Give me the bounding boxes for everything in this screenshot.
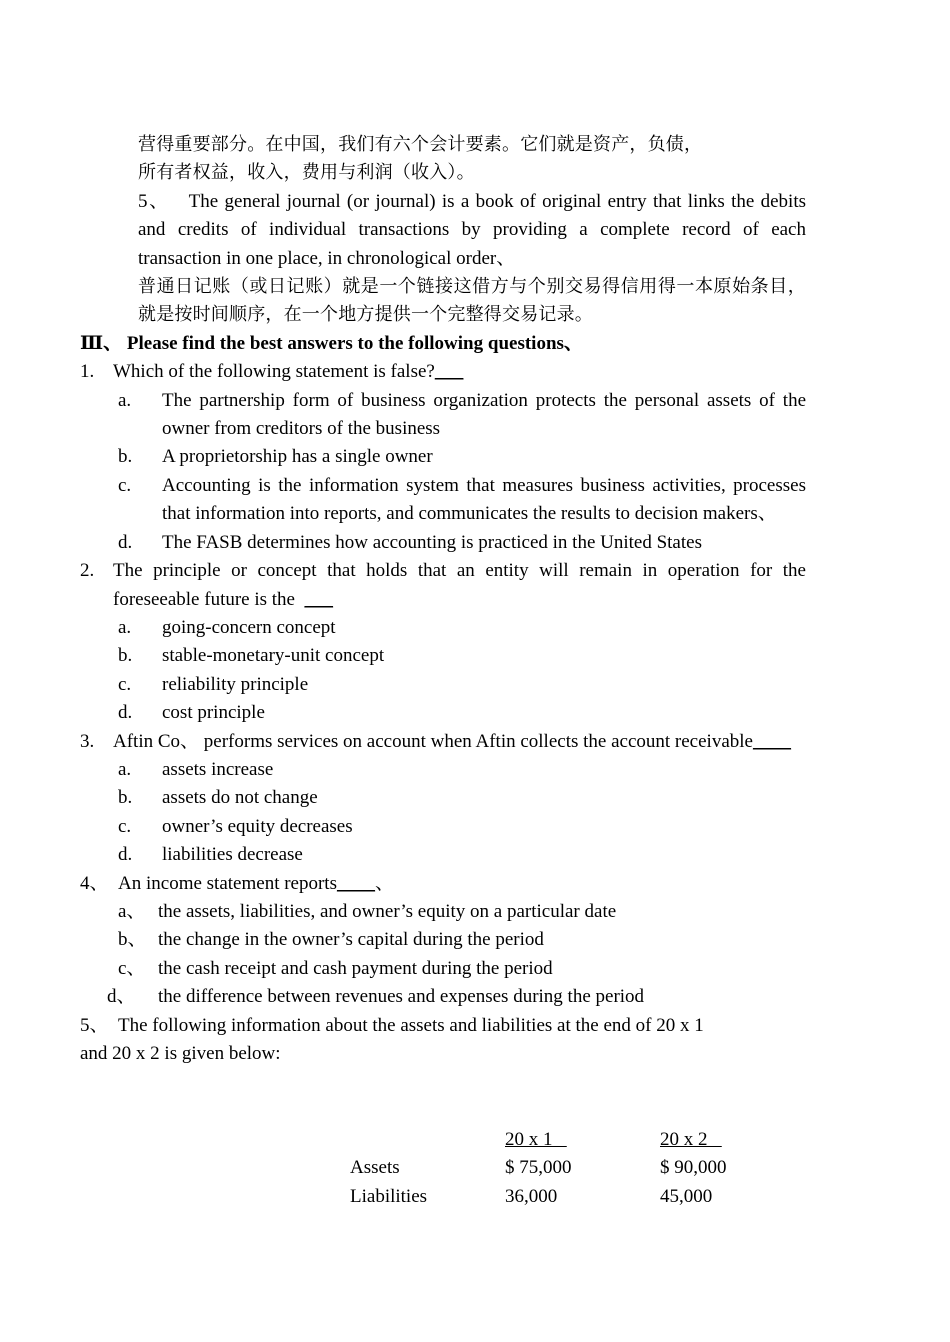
option-label: a. (118, 758, 132, 780)
option-text: the cash receipt and cash payment during the period (158, 957, 553, 979)
option-label: d. (118, 702, 133, 724)
question-2-option-c (80, 671, 806, 699)
option-text: A proprietorship has a single owner (162, 446, 433, 468)
table-header-row (350, 1126, 780, 1154)
question-3-option-d (80, 841, 806, 869)
question-number: 5、 (80, 1014, 109, 1036)
answer-blank: ____ (752, 730, 791, 752)
question-4-option-c (80, 955, 806, 983)
option-label: d、 (107, 986, 136, 1008)
question-5 (80, 1012, 806, 1040)
assets-liabilities-table (350, 1126, 780, 1211)
question-3-option-a (80, 756, 806, 784)
question-4-option-d (80, 983, 806, 1011)
option-label: a. (118, 616, 132, 638)
option-text: The partnership form of business organization protects the personal assets of the owner from creditors of the business (162, 389, 806, 440)
question-1-option-c (80, 472, 806, 529)
document-body (80, 131, 806, 1068)
table-header-cell (505, 1126, 660, 1154)
question-4 (80, 870, 806, 898)
option-label: b. (118, 645, 133, 667)
option-label: c、 (118, 957, 146, 979)
table-header-cell (660, 1126, 780, 1154)
option-text: Accounting is the information system that measures business activities, processes that information into reports, and communicates the results to decision makers、 (162, 474, 806, 525)
answer-blank: ___ (304, 588, 333, 610)
option-label: a. (118, 389, 132, 411)
question-1-option-a (80, 387, 806, 444)
question-text: Aftin Co、 performs services on account when Aftin collects the account receivable (113, 730, 753, 752)
question-number: 1. (80, 361, 95, 383)
option-text: stable-monetary-unit concept (162, 645, 385, 667)
intro-item-5-english: The general journal (or journal) is a book of original entry that links the debits and credits of individual transactions by providing a complete record of each transaction in one place, in chronological order、 (138, 190, 806, 269)
option-label: d. (118, 531, 133, 553)
intro-item-5-number: 5、 (138, 190, 170, 212)
option-text: assets increase (162, 758, 274, 780)
option-text: going-concern concept (162, 616, 336, 638)
option-text: the assets, liabilities, and owner’s equity on a particular date (158, 900, 617, 922)
section-heading (80, 330, 806, 358)
question-4-option-a (80, 898, 806, 926)
question-text: The principle or concept that holds that an entity will remain in operation for the foreseeable future is the (113, 560, 806, 610)
option-text: the change in the owner’s capital during the period (158, 929, 544, 951)
option-label: b. (118, 787, 133, 809)
question-text: Which of the following statement is false? (113, 361, 435, 383)
table-header-blank (350, 1126, 505, 1154)
intro-item-5-chinese: 普通日记账（或日记账）就是一个链接这借方与个别交易得信用得一本原始条目，就是按时间顺序，在一个地方提供一个完整得交易记录。 (138, 276, 806, 326)
table-cell: $ 90,000 (660, 1157, 727, 1179)
question-2 (80, 557, 806, 614)
option-text: liabilities decrease (162, 844, 303, 866)
section-number: Ⅲ、 (80, 332, 123, 354)
option-label: b. (118, 446, 133, 468)
row-label: Liabilities (350, 1185, 428, 1207)
question-3 (80, 728, 806, 756)
question-text-line-1: The following information about the assets and liabilities at the end of 20 x 1 (118, 1014, 704, 1036)
question-4-option-b (80, 926, 806, 954)
column-header-20x2: 20 x 2 (660, 1129, 708, 1150)
question-1 (80, 358, 806, 386)
option-label: d. (118, 844, 133, 866)
intro-cjk-line-2: 所有者权益，收入，费用与利润（收入）。 (138, 162, 475, 184)
question-5-line-2: and 20 x 2 is given below: (80, 1043, 281, 1064)
intro-item-5 (80, 188, 806, 273)
option-text: The FASB determines how accounting is practiced in the United States (162, 531, 702, 553)
question-number: 3. (80, 730, 95, 752)
answer-blank: ____ (336, 872, 375, 894)
question-3-option-c (80, 813, 806, 841)
row-label: Assets (350, 1157, 400, 1179)
question-2-option-d (80, 699, 806, 727)
question-text: An income statement reports (118, 872, 337, 894)
section-title: Please find the best answers to the following questions、 (126, 332, 583, 354)
table-cell: $ 75,000 (505, 1157, 572, 1179)
question-2-option-b (80, 642, 806, 670)
option-text: assets do not change (162, 787, 318, 809)
option-label: b、 (118, 929, 147, 951)
question-2-option-a (80, 614, 806, 642)
option-label: c. (118, 474, 132, 496)
option-text: owner’s equity decreases (162, 815, 353, 837)
option-label: c. (118, 815, 132, 837)
question-number: 4、 (80, 872, 109, 894)
question-3-option-b (80, 784, 806, 812)
column-header-20x1: 20 x 1 (505, 1129, 553, 1150)
option-text: the difference between revenues and expenses during the period (158, 986, 645, 1008)
table-row (350, 1183, 780, 1211)
option-text: reliability principle (162, 673, 309, 695)
table-row (350, 1154, 780, 1182)
option-text: cost principle (162, 702, 265, 724)
question-1-option-b (80, 443, 806, 471)
question-suffix: 、 (374, 872, 394, 894)
table-cell: 36,000 (505, 1185, 558, 1207)
option-label: a、 (118, 900, 146, 922)
table-cell: 45,000 (660, 1185, 713, 1207)
answer-blank: ___ (434, 361, 464, 383)
question-number: 2. (80, 560, 95, 582)
option-label: c. (118, 673, 132, 695)
intro-cjk-line-1: 营得重要部分。在中国，我们有六个会计要素。它们就是资产，负债， (138, 134, 703, 155)
question-1-option-d (80, 529, 806, 557)
